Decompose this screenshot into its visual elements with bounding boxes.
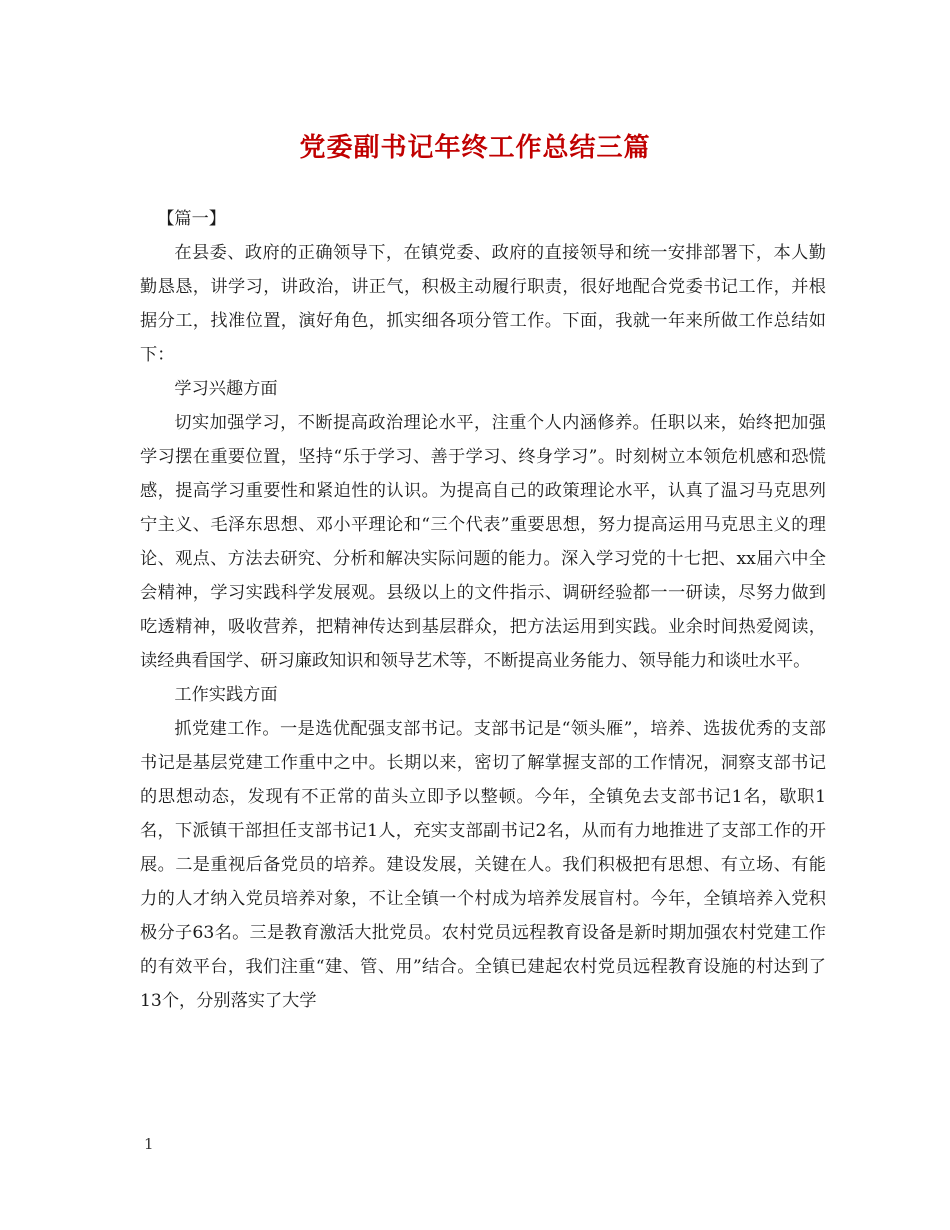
paragraph-intro: 在县委、政府的正确领导下，在镇党委、政府的直接领导和统一安排部署下，本人勤勤恳恳，讲学习，讲政治，讲正气，积极主动履行职责，很好地配合党委书记工作，并根据分工，找准位置，演好角色，抓实细各项分管工作。下面，我就一年来所做工作总结如下： — [140, 243, 826, 365]
heading-practice: 工作实践方面 — [174, 685, 278, 705]
section-mark: 【篇一】 — [157, 209, 226, 229]
page-number: 1 — [144, 1135, 154, 1153]
paragraph-practice: 抓党建工作。一是选优配强支部书记。支部书记是“领头雁”，培养、选拔优秀的支部书记是基层党建工作重中之中。长期以来，密切了解掌握支部的工作情况，洞察支部书记的思想动态，发现有不正常的苗头立即予以整顿。今年，全镇免去支部书记1名，歇职1名，下派镇干部担任支部书记1人，充实支部副书记2名，从而有力地推进了支部工作的开展。二是重视后备党员的培养。建设发展，关键在人。我们积极把有思想、有立场、有能力的人才纳入党员培养对象，不让全镇一个村成为培养发展盲村。今年，全镇培养入党积极分子63名。三是教育激活大批党员。农村党员远程教育设备是新时期加强农村党建工作的有效平台，我们注重“建、管、用”结合。全镇已建起农村党员远程教育设施的村达到了13个，分别落实了大学 — [140, 719, 826, 1011]
paragraph-study: 切实加强学习，不断提高政治理论水平，注重个人内涵修养。任职以来，始终把加强学习摆在重要位置，坚持“乐于学习、善于学习、终身学习”。时刻树立本领危机感和恐慌感，提高学习重要性和紧迫性的认识。为提高自己的政策理论水平，认真了温习马克思列宁主义、毛泽东思想、邓小平理论和“三个代表”重要思想，努力提高运用马克思主义的理论、观点、方法去研究、分析和解决实际问题的能力。深入学习党的十七把、xx届六中全会精神，学习实践科学发展观。县级以上的文件指示、调研经验都一一研读，尽努力做到吃透精神，吸收营养，把精神传达到基层群众，把方法运用到实践。业余时间热爱阅读，读经典看国学、研习廉政知识和领导艺术等，不断提高业务能力、领导能力和谈吐水平。 — [140, 413, 826, 671]
document-body — [140, 202, 826, 1018]
heading-study: 学习兴趣方面 — [174, 379, 278, 399]
document-title: 党委副书记年终工作总结三篇 — [299, 133, 651, 163]
